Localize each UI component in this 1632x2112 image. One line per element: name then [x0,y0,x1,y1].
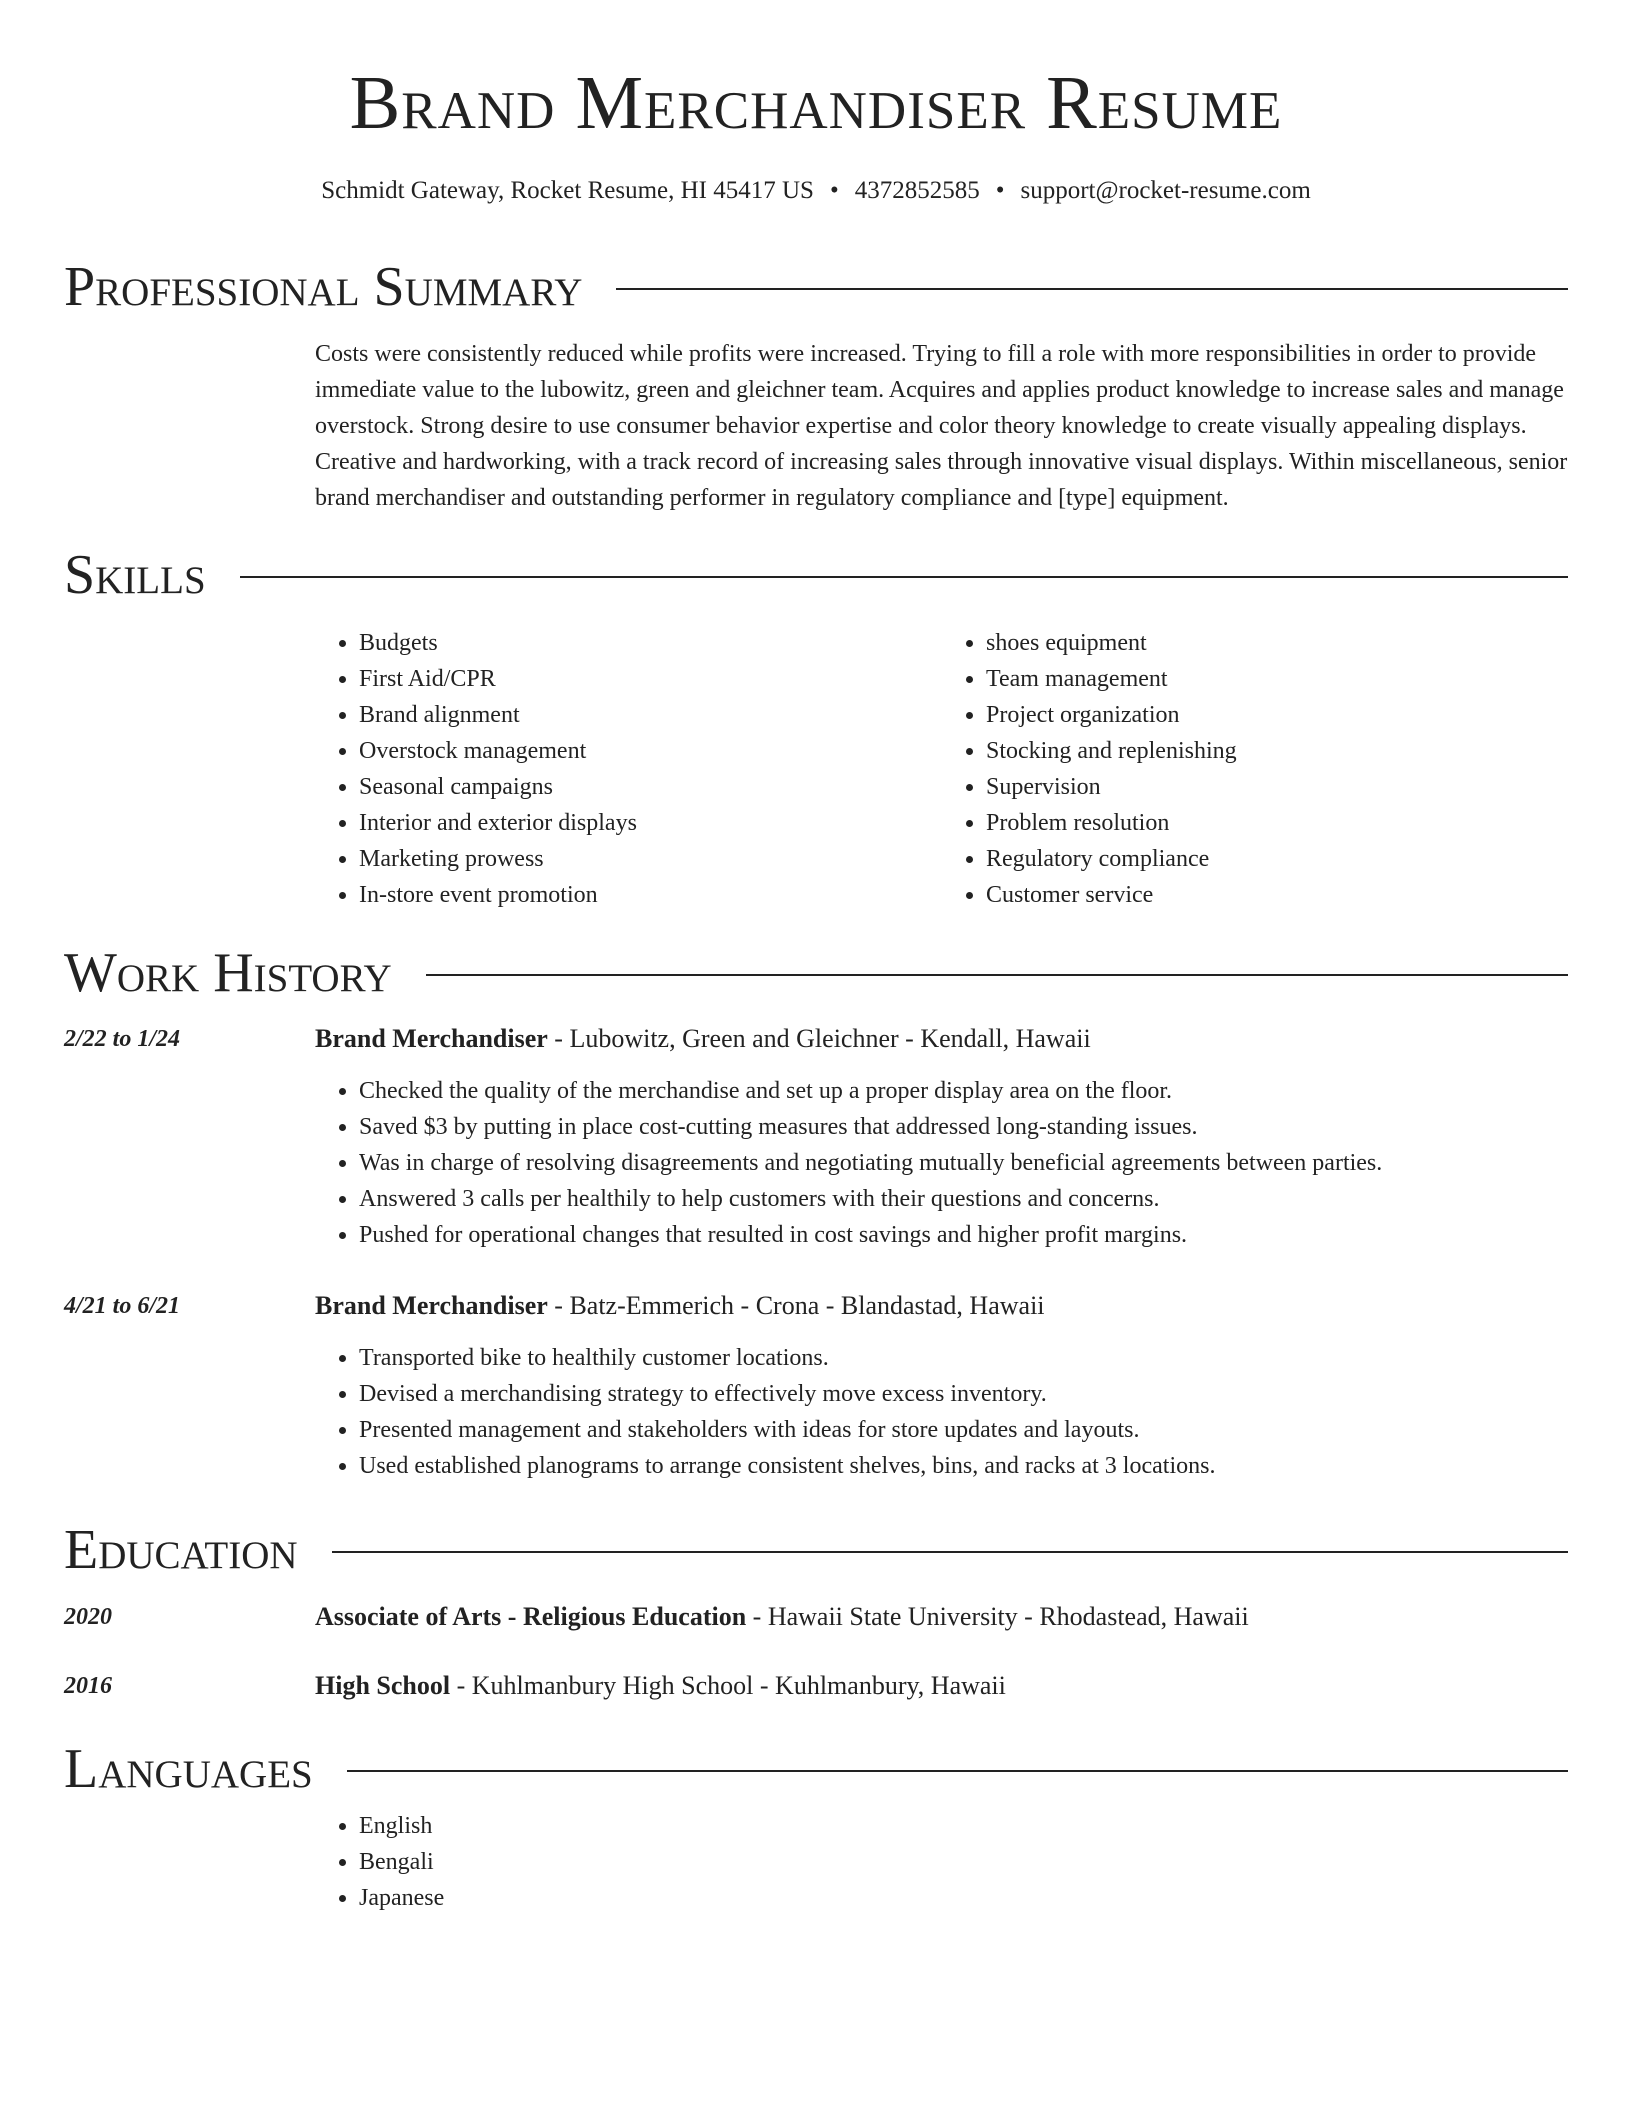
skill-item: • Regulatory compliance [986,841,1569,877]
skills-list-right [942,625,1569,913]
languages-body [315,1808,1569,1916]
education-year: 2016 [64,1673,112,1699]
resume-title: Brand Merchandiser Resume [349,61,1283,145]
job-bullet: • Answered 3 calls per healthily to help customers with their questions and concerns. [359,1181,1569,1217]
education-section-header [64,1518,1568,1582]
job-role: Brand Merchandiser [315,1024,548,1053]
languages-section-header [64,1737,1568,1801]
summary-text: Costs were consistently reduced while profits were increased. Trying to fill a role with more responsibilities in order to provide immediate value to the lubowitz, green and gleichner team. Acquires and applies product knowledge to increase sales and manage overstock. Strong desire to use consumer behavior expertise and color theory knowledge to create visually appealing displays. Creative and hardworking, with a track record of increasing sales through innovative visual displays. Within miscellaneous, senior brand merchandiser and outstanding performer in regulatory compliance and [type] equipment. [315,341,1568,511]
job-details: - Lubowitz, Green and Gleichner - Kendall, Hawaii [547,1024,1091,1053]
contact-separator: • [995,177,1005,204]
skill-item: • Marketing prowess [359,841,942,877]
job-title-line [315,1021,1569,1057]
section-divider [347,1770,1568,1772]
job-bullet: • Transported bike to healthily customer locations. [359,1340,1569,1376]
skill-item: • Stocking and replenishing [986,733,1569,769]
education-title-line [315,1599,1569,1635]
language-item: • Japanese [359,1880,1569,1916]
education-year: 2020 [64,1604,112,1630]
job-role: Brand Merchandiser [315,1291,548,1320]
education-entry [315,1668,1569,1720]
contact-address: Schmidt Gateway, Rocket Resume, HI 45417 US [321,177,814,204]
skill-item: • Supervision [986,769,1569,805]
skills-section-header [64,543,1568,607]
job-bullets [315,1340,1569,1484]
job-bullet: • Saved $3 by putting in place cost-cutting measures that addressed long-standing issues. [359,1109,1569,1145]
skills-body [315,625,1569,913]
skill-item: • Overstock management [359,733,942,769]
education-details: - Kuhlmanbury High School - Kuhlmanbury, Hawaii [450,1671,1006,1700]
skills-list-left [315,625,942,913]
language-item: • Bengali [359,1844,1569,1880]
skill-item: • shoes equipment [986,625,1569,661]
skill-item: • Brand alignment [359,697,942,733]
education-heading: Education [64,1519,298,1581]
job-bullet: • Was in charge of resolving disagreements and negotiating mutually beneficial agreements between parties. [359,1145,1569,1181]
skills-grid [315,625,1569,913]
job-dates: 4/21 to 6/21 [64,1293,181,1319]
skill-item: • Customer service [986,877,1569,913]
contact-email[interactable]: support@rocket-resume.com [1020,177,1311,204]
job-entry [315,1021,1569,1253]
summary-body [315,336,1569,516]
work-section-header [64,941,1568,1005]
job-bullet: • Pushed for operational changes that resulted in cost savings and higher profit margins. [359,1217,1569,1253]
section-divider [616,288,1568,290]
skill-item: • Seasonal campaigns [359,769,942,805]
contact-separator: • [829,177,839,204]
skill-item: • First Aid/CPR [359,661,942,697]
skill-item: • Team management [986,661,1569,697]
summary-section-header [64,255,1568,319]
job-details: - Batz-Emmerich - Crona - Blandastad, Hawaii [547,1291,1045,1320]
work-heading: Work History [64,942,392,1004]
skills-heading: Skills [64,544,206,606]
skill-item: • Budgets [359,625,942,661]
contact-phone: 4372852585 [854,177,980,204]
job-bullet: • Presented management and stakeholders with ideas for store updates and layouts. [359,1412,1569,1448]
section-divider [332,1551,1568,1553]
education-title-line [315,1668,1569,1704]
languages-list [315,1808,1569,1916]
education-degree: High School [315,1671,451,1700]
job-bullets [315,1073,1569,1253]
section-divider [426,974,1568,976]
skill-item: • Interior and exterior displays [359,805,942,841]
skill-item: • In-store event promotion [359,877,942,913]
languages-heading: Languages [64,1738,313,1800]
job-bullet: • Used established planograms to arrange consistent shelves, bins, and racks at 3 locations. [359,1448,1569,1484]
education-details: - Hawaii State University - Rhodastead, Hawaii [746,1602,1249,1631]
job-bullet: • Devised a merchandising strategy to effectively move excess inventory. [359,1376,1569,1412]
job-entry [315,1288,1569,1484]
education-entry [315,1599,1569,1651]
contact-line [0,174,1632,208]
job-bullet: • Checked the quality of the merchandise and set up a proper display area on the floor. [359,1073,1569,1109]
job-title-line [315,1288,1569,1324]
skill-item: • Problem resolution [986,805,1569,841]
section-divider [240,576,1568,578]
summary-heading: Professional Summary [64,256,583,318]
job-dates: 2/22 to 1/24 [64,1026,181,1052]
language-item: • English [359,1808,1569,1844]
education-degree: Associate of Arts - Religious Education [315,1602,747,1631]
skill-item: • Project organization [986,697,1569,733]
